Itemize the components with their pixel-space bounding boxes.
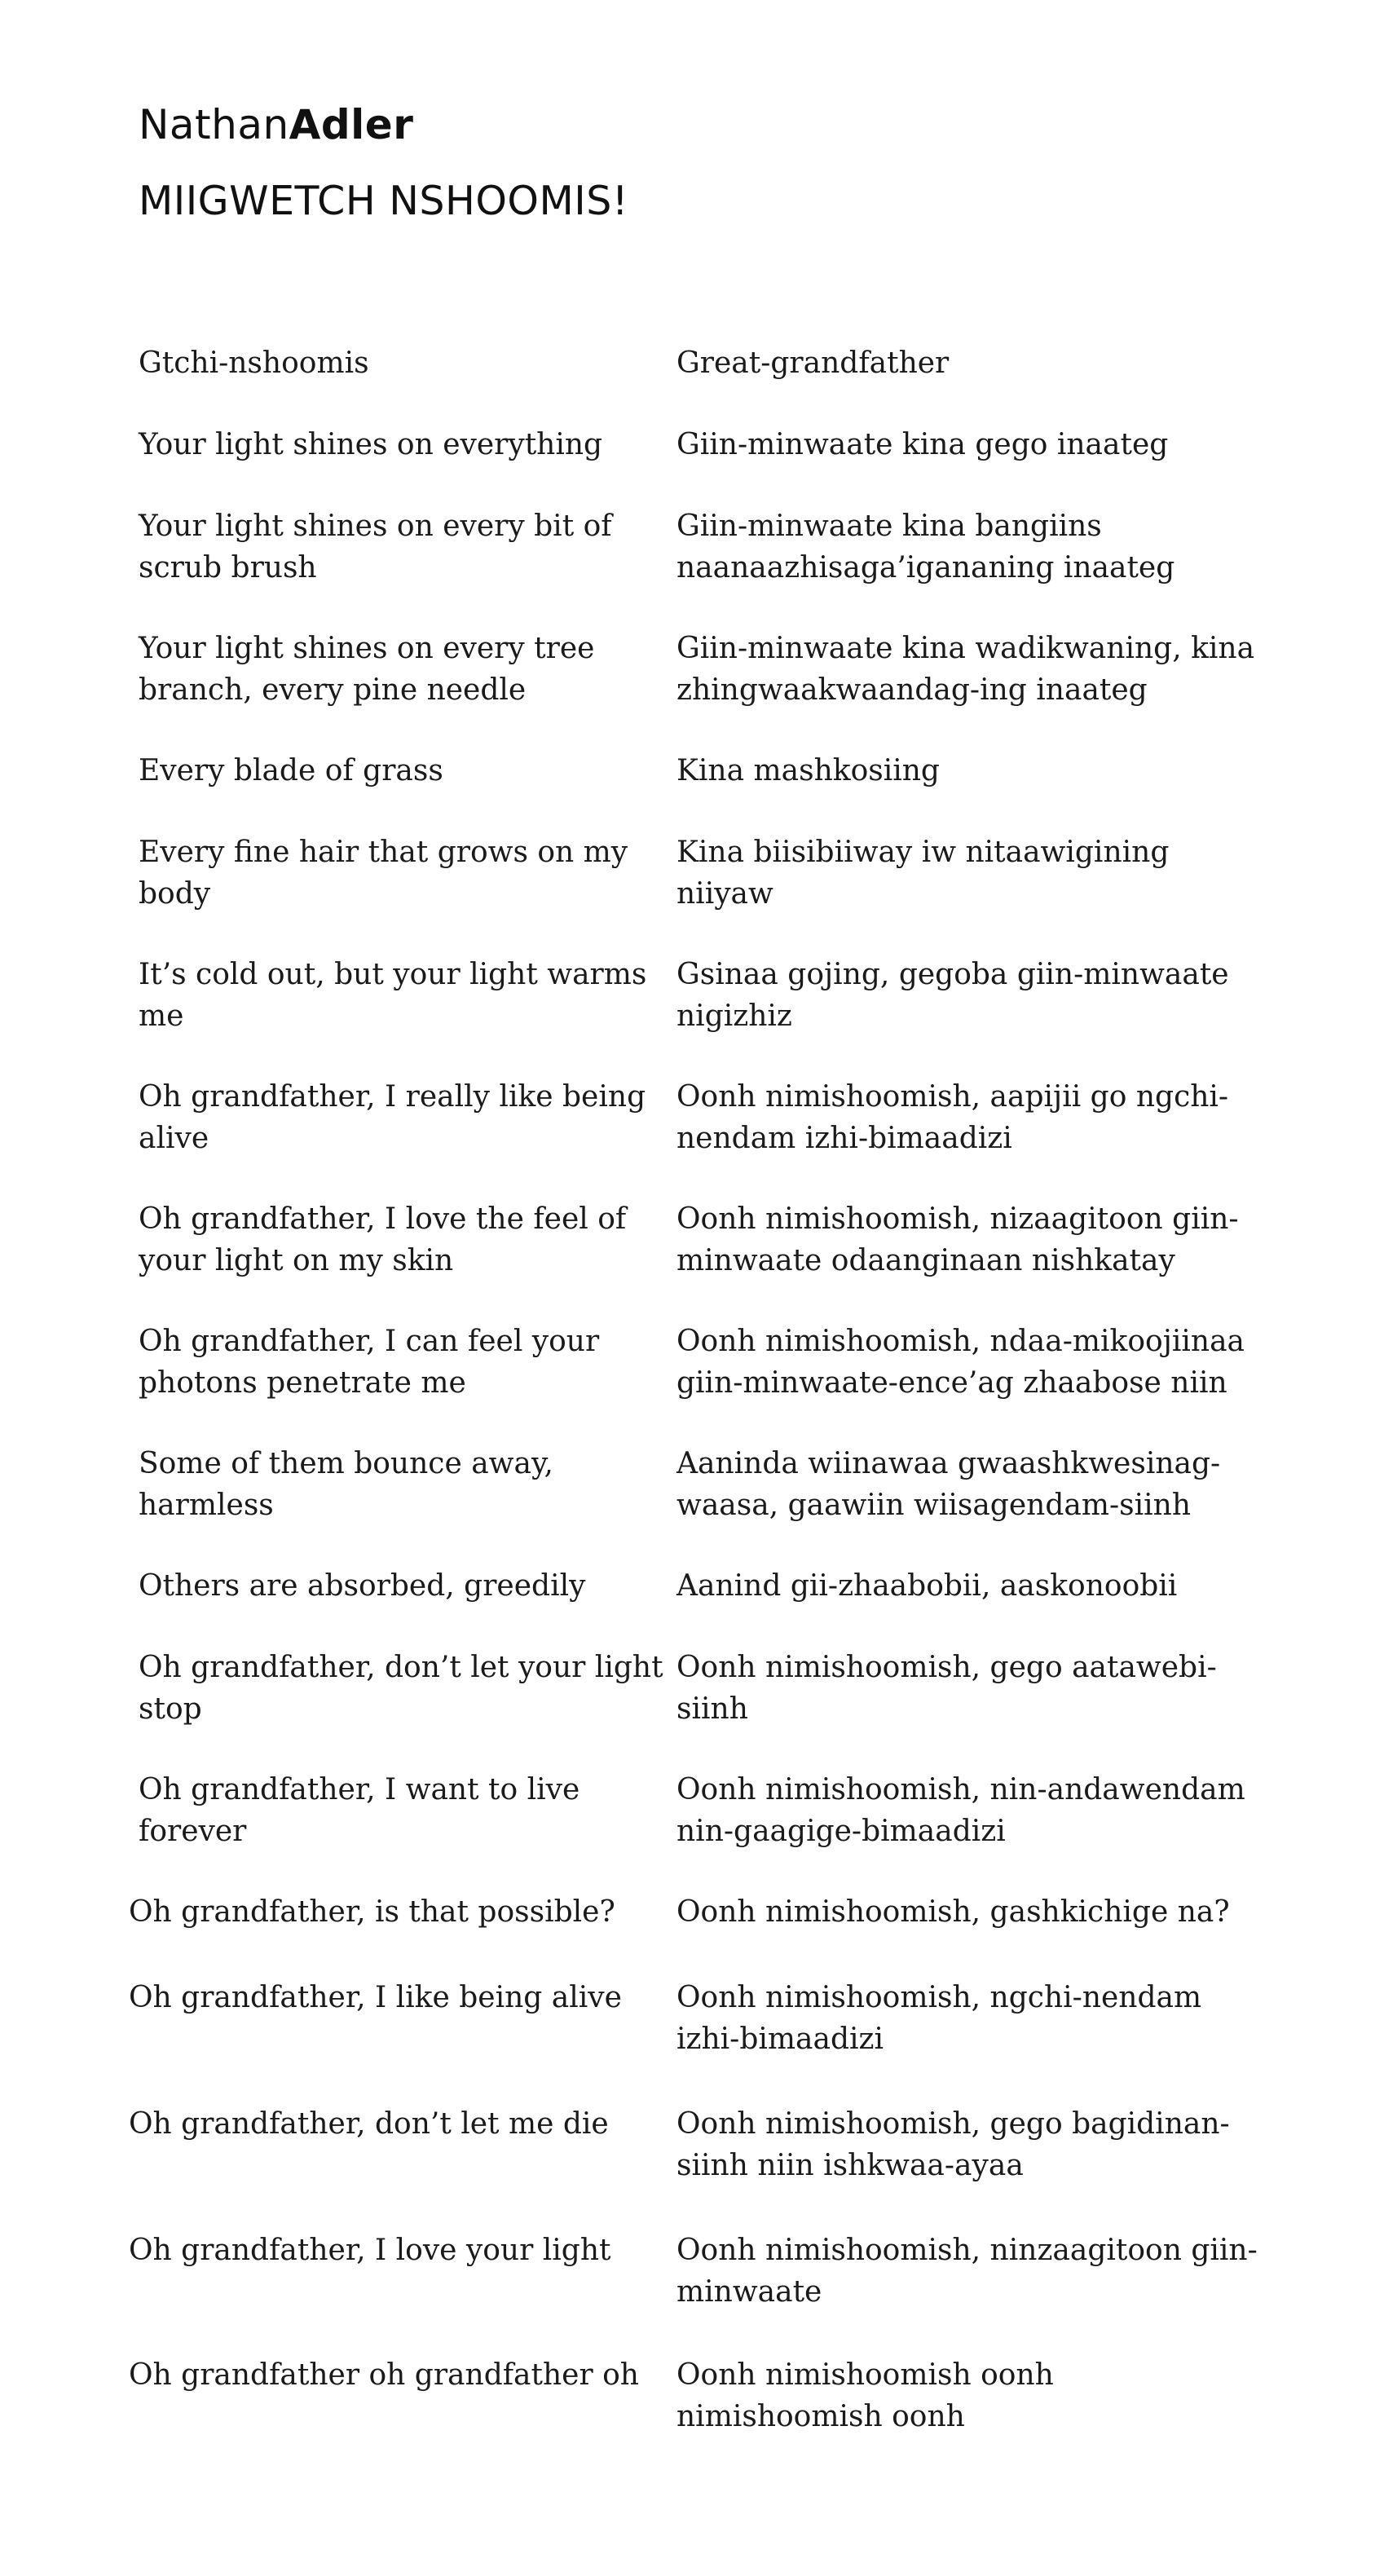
stanza-row xyxy=(129,1977,1375,2060)
stanza-row xyxy=(139,1198,1375,1281)
stanza-row xyxy=(139,424,1375,465)
stanza-row xyxy=(129,2354,1375,2437)
english-line: Oh grandfather, I love your light xyxy=(129,2234,611,2267)
anishinaabemowin-line: Great-grandfather xyxy=(676,346,950,380)
stanza-row xyxy=(139,1321,1375,1404)
anishinaabemowin-line: Oonh nimishoomish oonh nimishoomish oonh xyxy=(676,2358,1054,2433)
stanza-row xyxy=(139,1076,1375,1159)
english-line: Oh grandfather, I like being alive xyxy=(129,1981,622,2014)
english-line: Oh grandfather, don’t let me die xyxy=(129,2107,609,2141)
english-line: Others are absorbed, greedily xyxy=(139,1569,586,1603)
english-line: Your light shines on every tree branch, every pine needle xyxy=(139,632,595,707)
anishinaabemowin-line: Aaninda wiinawaa gwaashkwesinag-waasa, gaawiin wiisagendam-siinh xyxy=(676,1447,1221,1522)
stanza-row xyxy=(139,628,1375,711)
stanza-row xyxy=(139,1565,1375,1607)
stanza-row xyxy=(139,750,1375,792)
english-line: Every blade of grass xyxy=(139,754,443,787)
english-line: Every fine hair that grows on my body xyxy=(139,836,628,911)
anishinaabemowin-line: Oonh nimishoomish, gego bagidinan-siinh niin ishkwaa-ayaa xyxy=(676,2107,1230,2182)
anishinaabemowin-line: Oonh nimishoomish, ndaa-mikoojiinaa giin-minwaate-ence’ag zhaabose niin xyxy=(676,1325,1245,1400)
poem-header xyxy=(139,96,628,230)
anishinaabemowin-line: Gsinaa gojing, gegoba giin-minwaate nigizhiz xyxy=(676,958,1229,1033)
anishinaabemowin-line: Giin-minwaate kina gego inaateg xyxy=(676,428,1169,461)
english-line: Your light shines on everything xyxy=(139,428,603,461)
english-line: Some of them bounce away, harmless xyxy=(139,1447,553,1522)
anishinaabemowin-line: Kina biisibiiway iw nitaawigining niiyaw xyxy=(676,836,1170,911)
anishinaabemowin-line: Giin-minwaate kina wadikwaning, kina zhingwaakwaandag-ing inaateg xyxy=(676,632,1255,707)
english-line: Gtchi-nshoomis xyxy=(139,346,369,380)
anishinaabemowin-line: Oonh nimishoomish, ninzaagitoon giin-minwaate xyxy=(676,2234,1258,2309)
anishinaabemowin-line: Oonh nimishoomish, ngchi-nendam izhi-bimaadizi xyxy=(676,1981,1202,2056)
anishinaabemowin-line: Giin-minwaate kina bangiins naanaazhisaga’igananing inaateg xyxy=(676,509,1175,584)
english-line: Oh grandfather, is that possible? xyxy=(129,1895,615,1929)
english-line: Oh grandfather, don’t let your light stop xyxy=(139,1651,663,1726)
author-name xyxy=(139,96,628,153)
english-line: Oh grandfather, I can feel your photons penetrate me xyxy=(139,1325,600,1400)
stanza-row xyxy=(139,1647,1375,1730)
stanza-row xyxy=(139,505,1375,589)
anishinaabemowin-line: Oonh nimishoomish, aapijii go ngchi-nendam izhi-bimaadizi xyxy=(676,1080,1229,1155)
stanza-row xyxy=(139,1443,1375,1526)
poem-title: MIIGWETCH NSHOOMIS! xyxy=(139,178,628,224)
author-last-name: Adler xyxy=(289,101,414,148)
anishinaabemowin-line: Oonh nimishoomish, nin-andawendam nin-gaagige-bimaadizi xyxy=(676,1773,1245,1848)
author-first-name: Nathan xyxy=(139,101,289,148)
anishinaabemowin-line: Kina mashkosiing xyxy=(676,754,940,787)
english-line: It’s cold out, but your light warms me xyxy=(139,958,647,1033)
stanza-row xyxy=(129,2230,1375,2313)
stanza-row xyxy=(139,1769,1375,1852)
english-line: Oh grandfather oh grandfather oh xyxy=(129,2358,639,2392)
stanza-row xyxy=(139,342,1375,384)
stanza-row xyxy=(139,831,1375,915)
english-line: Oh grandfather, I want to live forever xyxy=(139,1773,580,1848)
anishinaabemowin-line: Oonh nimishoomish, gego aatawebi-siinh xyxy=(676,1651,1217,1726)
english-line: Oh grandfather, I really like being alive xyxy=(139,1080,646,1155)
stanza-row xyxy=(129,2103,1375,2186)
anishinaabemowin-line: Oonh nimishoomish, gashkichige na? xyxy=(676,1895,1230,1929)
anishinaabemowin-line: Oonh nimishoomish, nizaagitoon giin-minwaate odaanginaan nishkatay xyxy=(676,1202,1239,1277)
stanza-row xyxy=(129,1891,1375,1933)
english-line: Oh grandfather, I love the feel of your light on my skin xyxy=(139,1202,627,1277)
english-line: Your light shines on every bit of scrub brush xyxy=(139,509,612,584)
anishinaabemowin-line: Aanind gii-zhaabobii, aaskonoobii xyxy=(676,1569,1178,1603)
stanza-row xyxy=(139,954,1375,1037)
